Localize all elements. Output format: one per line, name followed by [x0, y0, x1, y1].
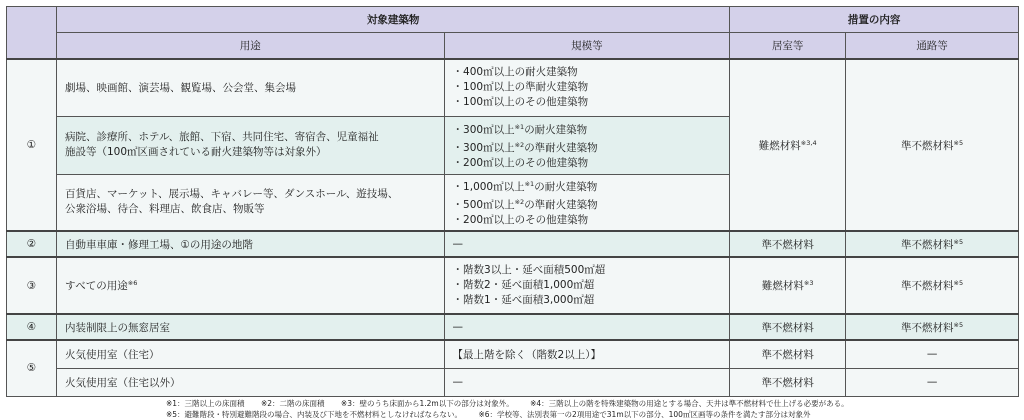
use-cell: 火気使用室（住宅以外）: [56, 368, 444, 396]
use-cell: すべての用途$^{※6}$: [56, 257, 444, 314]
table-row: [7, 59, 1019, 116]
scale-cell: —: [444, 314, 730, 340]
scale-cell: 【最上階を除く（階数2以上）】: [444, 340, 730, 368]
use-cell: 自動車車庫・修理工場、①の用途の地階: [56, 231, 444, 257]
corridor-cell: —: [846, 368, 1019, 396]
use-cell: 病院、診療所、ホテル、旅館、下宿、共同住宅、寄宿舎、児童福祉 施設等（100㎡区画されている耐火建築物等は対象外）: [56, 116, 444, 174]
table-row: [7, 314, 1019, 340]
footnotes-line-2: [0, 409, 1024, 420]
footnote: ※3：壁のうち床面から1.2m以下の部分は対象外。: [340, 399, 514, 408]
row-number: ②: [7, 231, 57, 257]
scale-cell: ・1,000㎡以上$^{※1}$の耐火建築物 ・500㎡以上$^{※2}$の準耐火建築物 ・200㎡以上のその他建築物: [444, 174, 730, 231]
room-cell: 準不燃材料: [730, 340, 846, 368]
header-scale: 規模等: [444, 33, 730, 60]
table-row: [7, 257, 1019, 314]
corridor-cell: 準不燃材料$^{※5}$: [846, 231, 1019, 257]
use-cell: 内装制限上の無窓居室: [56, 314, 444, 340]
table-row: [7, 368, 1019, 396]
table-row: [7, 340, 1019, 368]
row-number: ⑤: [7, 340, 57, 396]
scale-cell: —: [444, 231, 730, 257]
corridor-cell: 準不燃材料$^{※5}$: [846, 314, 1019, 340]
use-cell: 火気使用室（住宅）: [56, 340, 444, 368]
footnote: ※5：避難階段・特別避難階段の場合、内装及び下地を不燃材料としなければならない。: [166, 410, 463, 419]
table-row: [7, 231, 1019, 257]
footnote: ※4：三階以上の階を特殊建築物の用途とする場合、天井は準不燃材料で仕上げる必要がある。: [530, 399, 849, 408]
header-target: 対象建築物: [56, 7, 729, 33]
scale-cell: ・300㎡以上$^{※1}$の耐火建築物 ・300㎡以上$^{※2}$の準耐火建築物 ・200㎡以上のその他建築物: [444, 116, 730, 174]
footnote: ※6：学校等、法別表第一の2項用途で31m以下の部分、100㎡区画等の条件を満たす部分は対象外: [478, 410, 811, 419]
footnotes-line-1: [0, 398, 1024, 409]
row-number: ③: [7, 257, 57, 314]
room-cell: 難燃材料$^{※3,4}$: [730, 59, 846, 231]
header-room: 居室等: [730, 33, 846, 60]
room-cell: 難燃材料$^{※3}$: [730, 257, 846, 314]
header-use: 用途: [56, 33, 444, 60]
room-cell: 準不燃材料: [730, 231, 846, 257]
header-row-2: [7, 33, 1019, 60]
room-cell: 準不燃材料: [730, 368, 846, 396]
header-corridor: 通路等: [846, 33, 1019, 60]
corridor-cell: —: [846, 340, 1019, 368]
room-cell: 準不燃材料: [730, 314, 846, 340]
header-measures: 措置の内容: [730, 7, 1019, 33]
row-number: ④: [7, 314, 57, 340]
corridor-cell: 準不燃材料$^{※5}$: [846, 59, 1019, 231]
scale-cell: ・階数3以上・延べ面積500㎡超 ・階数2・延べ面積1,000㎡超 ・階数1・延べ面積3,000㎡超: [444, 257, 730, 314]
footnote: ※1：三階以上の床面積: [166, 399, 245, 408]
footnote: ※2：二階の床面積: [260, 399, 325, 408]
corridor-cell: 準不燃材料$^{※5}$: [846, 257, 1019, 314]
scale-cell: —: [444, 368, 730, 396]
use-cell: 劇場、映画館、演芸場、観覧場、公会堂、集会場: [56, 59, 444, 116]
header-blank: [7, 7, 57, 60]
scale-cell: ・400㎡以上の耐火建築物 ・100㎡以上の準耐火建築物 ・100㎡以上のその他建築物: [444, 59, 730, 116]
interior-restriction-table: [6, 6, 1019, 397]
row-number: ①: [7, 59, 57, 231]
header-row-1: [7, 7, 1019, 33]
use-cell: 百貨店、マーケット、展示場、キャバレー等、ダンスホール、遊技場、 公衆浴場、待合、料理店、飲食店、物販等: [56, 174, 444, 231]
